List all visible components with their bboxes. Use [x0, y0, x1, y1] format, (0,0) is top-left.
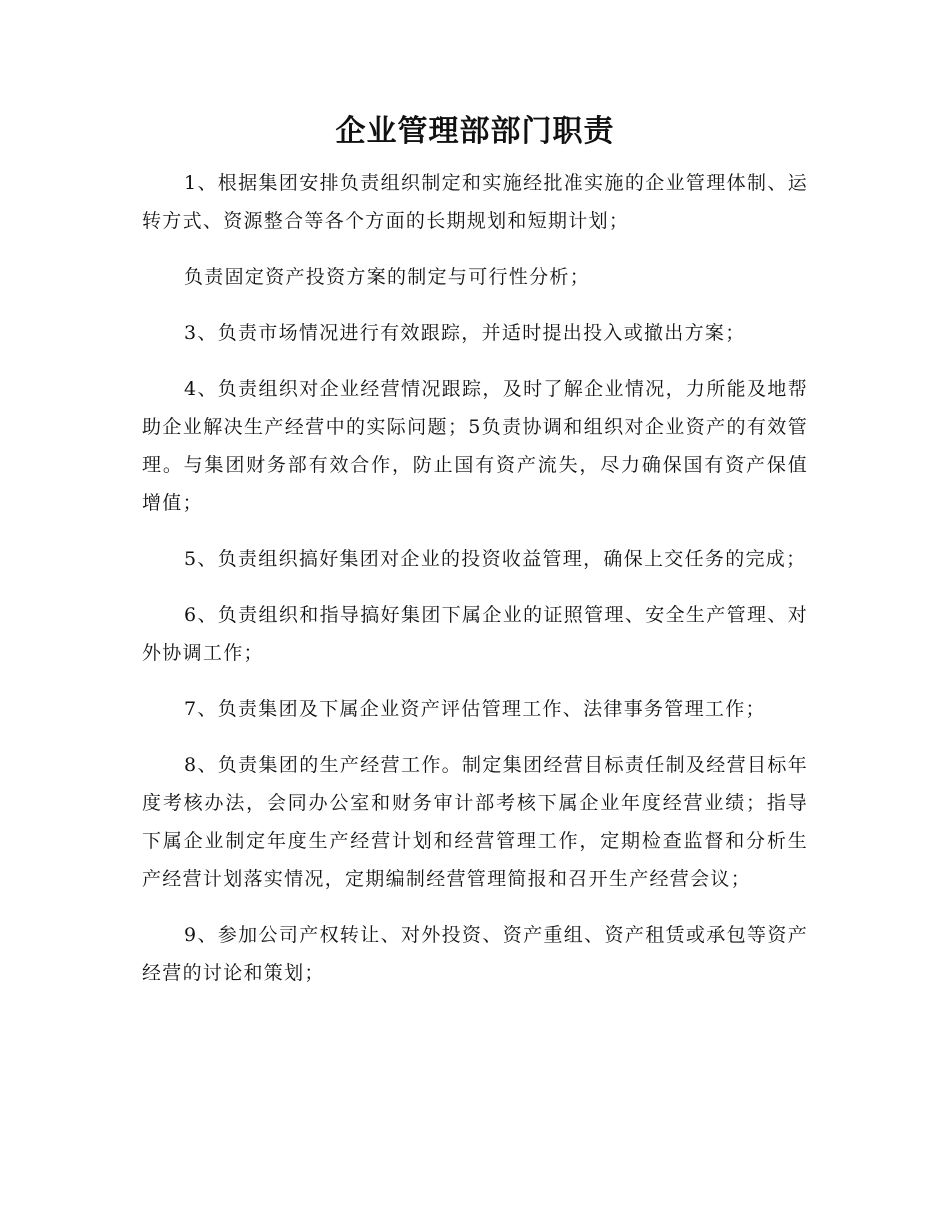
paragraph-8: 8、负责集团的生产经营工作。制定集团经营目标责任制及经营目标年度考核办法，会同办公室和财务审计部考核下属企业年度经营业绩；指导下属企业制定年度生产经营计划和经营管理工作，定期检查监督和分析生产经营计划落实情况，定期编制经营管理简报和召开生产经营会议； — [142, 754, 808, 890]
paragraph-7: 7、负责集团及下属企业资产评估管理工作、法律事务管理工作； — [184, 698, 766, 720]
document-title: 企业管理部部门职责 — [335, 114, 615, 149]
document-body — [142, 164, 808, 1010]
paragraph-2: 负责固定资产投资方案的制定与可行性分析； — [184, 266, 591, 288]
paragraph-6: 6、负责组织和指导搞好集团下属企业的证照管理、安全生产管理、对外协调工作； — [142, 604, 808, 664]
paragraph-1: 1、根据集团安排负责组织制定和实施经批准实施的企业管理体制、运转方式、资源整合等各个方面的长期规划和短期计划； — [142, 172, 808, 232]
paragraph-4: 4、负责组织对企业经营情况跟踪，及时了解企业情况，力所能及地帮助企业解决生产经营中的实际问题；5负责协调和组织对企业资产的有效管理。与集团财务部有效合作，防止国有资产流失，尽力确保国有资产保值增值； — [142, 378, 808, 514]
paragraph-3: 3、负责市场情况进行有效跟踪，并适时提出投入或撤出方案； — [184, 322, 746, 344]
paragraph-5: 5、负责组织搞好集团对企业的投资收益管理，确保上交任务的完成； — [184, 548, 807, 570]
paragraph-9: 9、参加公司产权转让、对外投资、资产重组、资产租赁或承包等资产经营的讨论和策划； — [142, 924, 808, 984]
